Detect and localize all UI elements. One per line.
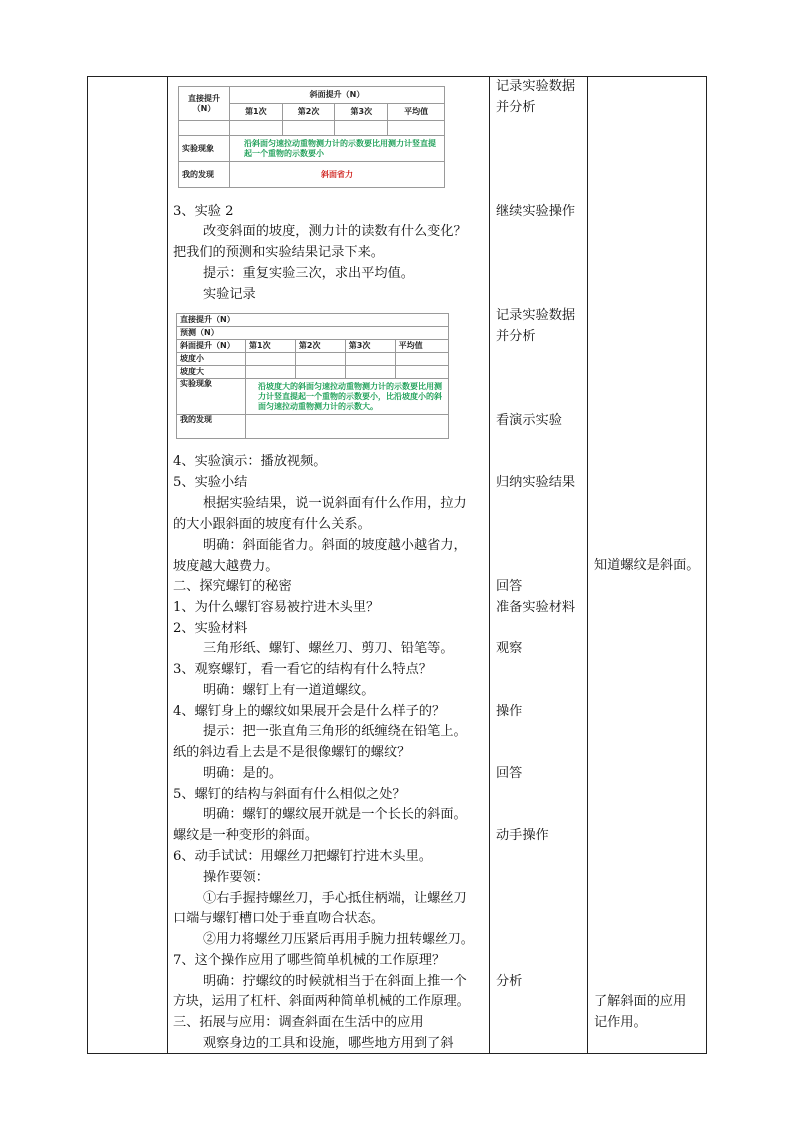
- student-activity: 归纳实验结果: [496, 475, 576, 490]
- empty-cell: [230, 121, 283, 136]
- empty-cell: [395, 353, 448, 366]
- student-activity: 并分析: [496, 329, 536, 344]
- text-line: 方块，运用了杠杆、斜面两种简单机械的工作原理。: [173, 994, 470, 1009]
- student-activity: 操作: [496, 704, 523, 719]
- large-slope-label: 坡度大: [177, 366, 246, 379]
- design-intent: 知道螺纹是斜面。: [594, 558, 700, 573]
- text-line: 4、实验演示：播放视频。: [173, 454, 327, 469]
- student-activity: 记录实验数据: [496, 308, 576, 323]
- step-heading: 5、螺钉的结构与斜面有什么相似之处？: [173, 787, 406, 802]
- trial-header: 第3次: [345, 340, 395, 353]
- column-divider: [167, 76, 168, 1054]
- text-line: 根据实验结果，说一说斜面有什么作用，拉力: [203, 496, 467, 511]
- text-line: 操作要领：: [203, 870, 269, 885]
- section-heading: 二、探究螺钉的秘密: [173, 579, 292, 594]
- text-line: 口端与螺钉槽口处于垂直吻合状态。: [173, 911, 384, 926]
- text-line: 明确：斜面能省力。斜面的坡度越小越省力，: [203, 538, 467, 553]
- empty-cell: [335, 121, 388, 136]
- text-line: 明确：螺钉上有一道道螺纹。: [203, 683, 375, 698]
- text-line: 明确：拧螺纹的时候就相当于在斜面上推一个: [203, 974, 467, 989]
- step-heading: 7、这个操作应用了哪些简单机械的工作原理？: [173, 953, 446, 968]
- experiment-table-2: [176, 313, 449, 439]
- text-line: 的大小跟斜面的坡度有什么关系。: [173, 517, 371, 532]
- empty-cell: [388, 121, 445, 136]
- empty-cell: [295, 353, 345, 366]
- phenomenon-text: 沿坡度大的斜面匀速拉动重物测力计的示数要比用测力计竖直提起一个重物的示数要小，比沿坡度小的斜面匀速拉动重物测力计的示数大。: [246, 379, 449, 415]
- trial-header: 平均值: [388, 104, 445, 121]
- trial-header: 第2次: [282, 104, 335, 121]
- empty-cell: [179, 121, 230, 136]
- small-slope-label: 坡度小: [177, 353, 246, 366]
- finding-label: 我的发现: [179, 162, 230, 188]
- student-activity: 观察: [496, 641, 523, 656]
- step-heading: 5、实验小结: [173, 475, 248, 490]
- text-line: 观察身边的工具和设施，哪些地方用到了斜: [203, 1036, 454, 1051]
- step-heading: 1、为什么螺钉容易被拧进木头里？: [173, 600, 380, 615]
- empty-cell: [246, 353, 296, 366]
- trial-header: 平均值: [395, 340, 448, 353]
- slope-lift-label: 斜面提升（N）: [177, 340, 246, 353]
- text-line: 坡度越大越费力。: [173, 559, 279, 574]
- hint-line: 提示：重复实验三次，求出平均值。: [203, 266, 414, 281]
- text-line: 明确：是的。: [203, 766, 283, 781]
- empty-cell: [345, 353, 395, 366]
- empty-cell: [246, 366, 296, 379]
- text-line: 实验记录: [203, 287, 256, 302]
- step-heading: 3、观察螺钉，看一看它的结构有什么特点？: [173, 662, 432, 677]
- trial-header: 第2次: [295, 340, 345, 353]
- text-line: 三角形纸、螺钉、螺丝刀、剪刀、铅笔等。: [203, 641, 454, 656]
- phenomenon-label: 实验现象: [179, 136, 230, 162]
- empty-cell: [295, 366, 345, 379]
- student-activity: 并分析: [496, 100, 536, 115]
- student-activity: 看演示实验: [496, 413, 562, 428]
- prediction-label: 预测（N）: [177, 327, 449, 340]
- hint-line: 提示：把一张直角三角形的纸缠绕在铅笔上。: [203, 724, 467, 739]
- phenomenon-label: 实验现象: [177, 379, 246, 415]
- finding-text: 斜面省力: [230, 162, 445, 188]
- student-activity: 回答: [496, 579, 523, 594]
- step-heading: 6、动手试试：用螺丝刀把螺钉拧进木头里。: [173, 849, 432, 864]
- text-line: ②用力将螺丝刀压紧后再用手腕力扭转螺丝刀。: [203, 932, 474, 947]
- student-activity: 准备实验材料: [496, 600, 576, 615]
- column-divider: [587, 76, 588, 1054]
- text-line: 改变斜面的坡度，测力计的读数有什么变化？: [203, 224, 467, 239]
- direct-lift-label: 直接提升（N）: [177, 314, 449, 327]
- student-activity: 继续实验操作: [496, 204, 576, 219]
- text-line: ①右手握持螺丝刀，手心抵住柄端，让螺丝刀: [203, 891, 467, 906]
- student-activity: 分析: [496, 974, 523, 989]
- text-line: 把我们的预测和实验结果记录下来。: [173, 245, 384, 260]
- design-intent: 记作用。: [594, 1015, 647, 1030]
- experiment-table-1: [178, 86, 445, 188]
- empty-cell: [282, 121, 335, 136]
- step-heading: 3、实验 2: [173, 204, 234, 219]
- student-activity: 动手操作: [496, 828, 549, 843]
- trial-header: 第3次: [335, 104, 388, 121]
- trial-header: 第1次: [230, 104, 283, 121]
- empty-cell: [395, 366, 448, 379]
- section-heading: 三、拓展与应用：调查斜面在生活中的应用: [173, 1015, 424, 1030]
- direct-lift-header: 直接提升（N）: [179, 87, 230, 121]
- student-activity: 记录实验数据: [496, 79, 576, 94]
- finding-label: 我的发现: [177, 415, 246, 439]
- step-heading: 4、螺钉身上的螺纹如果展开会是什么样子的？: [173, 704, 446, 719]
- empty-cell: [345, 366, 395, 379]
- design-intent: 了解斜面的应用: [594, 994, 687, 1009]
- phenomenon-text: 沿斜面匀速拉动重物测力计的示数要比用测力计竖直提起一个重物的示数要小: [230, 136, 445, 162]
- slope-lift-header: 斜面提升（N）: [230, 87, 445, 104]
- student-activity: 回答: [496, 766, 523, 781]
- text-line: 明确：螺钉的螺纹展开就是一个长长的斜面。: [203, 807, 467, 822]
- text-line: 螺纹是一种变形的斜面。: [173, 828, 319, 843]
- text-line: 纸的斜边看上去是不是很像螺钉的螺纹？: [173, 745, 411, 760]
- step-heading: 2、实验材料: [173, 621, 248, 636]
- trial-header: 第1次: [246, 340, 296, 353]
- empty-cell: [246, 415, 449, 439]
